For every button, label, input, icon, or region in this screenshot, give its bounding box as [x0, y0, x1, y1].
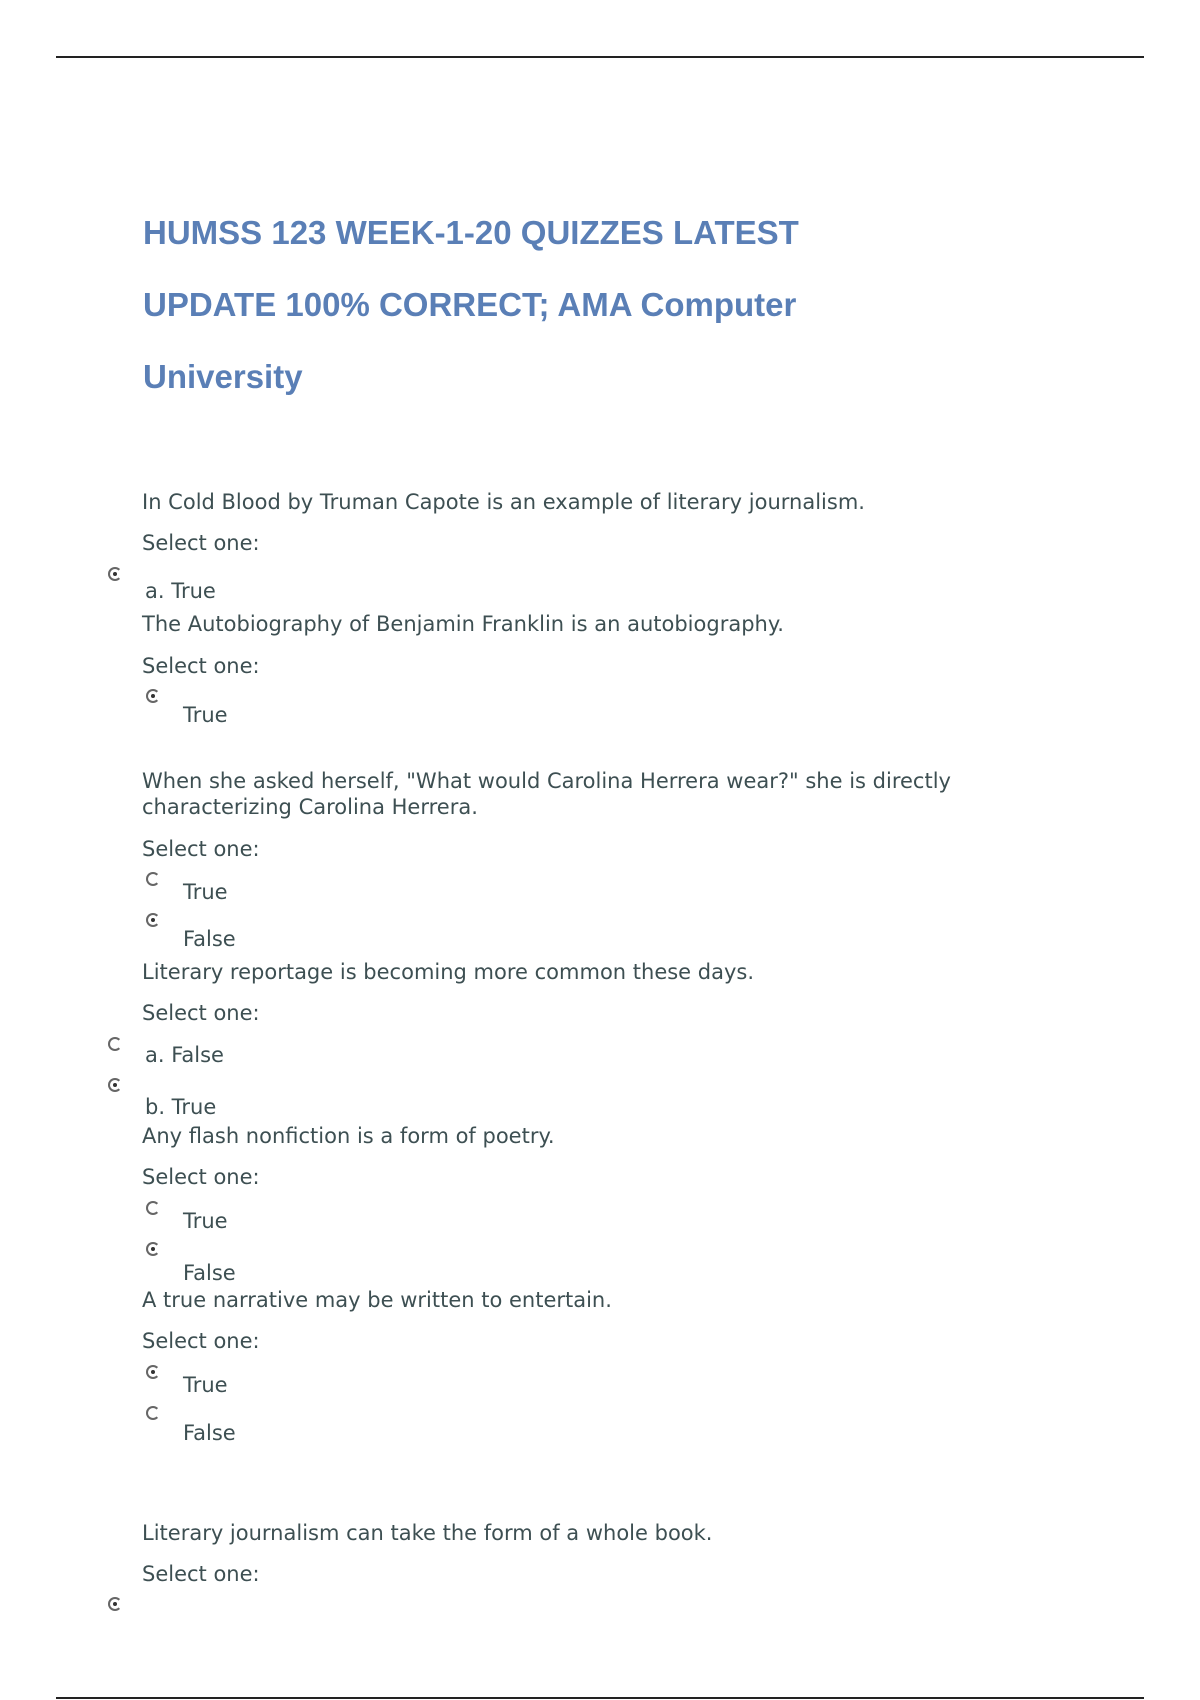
radio-q4-b[interactable] — [108, 1078, 122, 1092]
select-one-label: Select one: — [142, 531, 260, 555]
radio-q5-true[interactable] — [146, 1201, 160, 1215]
select-one-label: Select one: — [142, 1165, 260, 1189]
option-q3-true: True — [183, 880, 228, 904]
select-one-label: Select one: — [142, 837, 260, 861]
question-1-text: In Cold Blood by Truman Capote is an example of literary journalism. — [142, 490, 865, 514]
question-5-text: Any flash nonfiction is a form of poetry. — [142, 1124, 555, 1148]
radio-q4-a[interactable] — [108, 1037, 122, 1051]
question-3-text-line-2: characterizing Carolina Herrera. — [142, 795, 478, 819]
document-title-line-3: University — [143, 358, 303, 395]
document-title-line-1: HUMSS 123 WEEK-1-20 QUIZZES LATEST — [143, 214, 799, 251]
document-title-line-2: UPDATE 100% CORRECT; AMA Computer — [143, 286, 797, 323]
select-one-label: Select one: — [142, 1329, 260, 1353]
option-q5-true: True — [183, 1209, 228, 1233]
question-3-text-line-1: When she asked herself, "What would Carolina Herrera wear?" she is directly — [142, 769, 951, 793]
question-4-text: Literary reportage is becoming more common these days. — [142, 960, 755, 984]
radio-q5-false[interactable] — [146, 1242, 160, 1256]
radio-q6-false[interactable] — [146, 1406, 160, 1420]
option-q2-true: True — [183, 703, 228, 727]
question-6-text: A true narrative may be written to entertain. — [142, 1288, 612, 1312]
select-one-label: Select one: — [142, 1562, 260, 1586]
option-q4-a: a. False — [145, 1043, 224, 1067]
question-7-text: Literary journalism can take the form of a whole book. — [142, 1521, 713, 1545]
radio-q7-a[interactable] — [108, 1597, 122, 1611]
radio-q6-true[interactable] — [146, 1365, 160, 1379]
option-q6-true: True — [183, 1373, 228, 1397]
option-q6-false: False — [183, 1421, 236, 1445]
select-one-label: Select one: — [142, 1001, 260, 1025]
option-q1-a: a. True — [145, 579, 216, 603]
radio-q2-true[interactable] — [146, 689, 160, 703]
option-q3-false: False — [183, 927, 236, 951]
bottom-rule — [56, 1697, 1144, 1699]
question-2-text: The Autobiography of Benjamin Franklin is an autobiography. — [142, 612, 784, 636]
radio-q3-true[interactable] — [146, 872, 160, 886]
option-q4-b: b. True — [145, 1095, 217, 1119]
select-one-label: Select one: — [142, 654, 260, 678]
top-rule — [56, 56, 1144, 58]
radio-q3-false[interactable] — [146, 913, 160, 927]
radio-q1-a[interactable] — [108, 567, 122, 581]
option-q5-false: False — [183, 1261, 236, 1285]
